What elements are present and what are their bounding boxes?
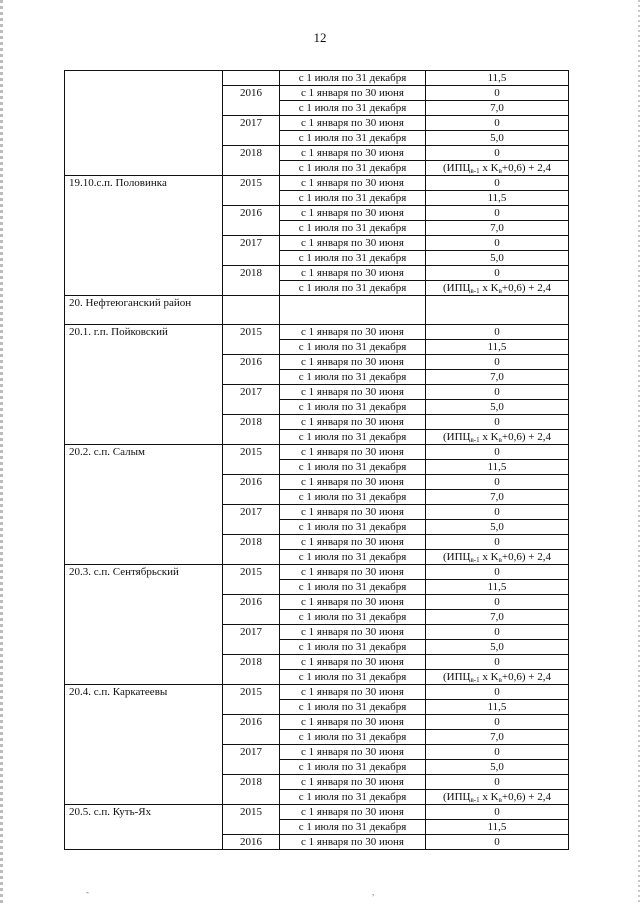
period-cell: с 1 января по 30 июня — [280, 835, 426, 850]
formula-sub-1: в-1 — [470, 676, 480, 684]
value-cell: 0 — [426, 565, 569, 580]
period-cell: с 1 июля по 31 декабря — [280, 520, 426, 535]
period-cell: с 1 января по 30 июня — [280, 475, 426, 490]
period-cell: с 1 июля по 31 декабря — [280, 490, 426, 505]
period-cell: с 1 января по 30 июня — [280, 505, 426, 520]
period-cell: с 1 января по 30 июня — [280, 355, 426, 370]
formula-sub-1: в-1 — [470, 796, 480, 804]
formula-prefix: (ИПЦ — [443, 791, 471, 803]
year-cell: 2015 — [223, 176, 280, 206]
formula-suffix: +0,6) + 2,4 — [501, 791, 551, 803]
year-cell: 2017 — [223, 505, 280, 535]
period-cell: с 1 января по 30 июня — [280, 415, 426, 430]
formula-prefix: (ИПЦ — [443, 671, 471, 683]
district-name: 20. Нефтеюганский район — [65, 296, 223, 325]
value-cell: 7,0 — [426, 221, 569, 236]
scan-edge-left — [0, 0, 3, 905]
year-cell: 2016 — [223, 355, 280, 385]
period-cell: с 1 января по 30 июня — [280, 385, 426, 400]
value-cell: 0 — [426, 655, 569, 670]
value-cell: 5,0 — [426, 251, 569, 266]
value-cell: 11,5 — [426, 340, 569, 355]
period-cell: с 1 января по 30 июня — [280, 745, 426, 760]
value-cell: 11,5 — [426, 580, 569, 595]
table-row — [65, 805, 569, 820]
year-cell: 2018 — [223, 535, 280, 565]
period-cell: с 1 июля по 31 декабря — [280, 281, 426, 296]
region-name: 20.1. г.п. Пойковский — [65, 325, 223, 445]
formula-sub-2: в — [498, 167, 502, 175]
tariff-table — [64, 70, 569, 850]
period-cell: с 1 июля по 31 декабря — [280, 760, 426, 775]
period-cell: с 1 июля по 31 декабря — [280, 101, 426, 116]
value-cell: 0 — [426, 745, 569, 760]
year-cell: 2017 — [223, 236, 280, 266]
value-cell: 0 — [426, 595, 569, 610]
value-cell: 5,0 — [426, 640, 569, 655]
value-cell: 0 — [426, 475, 569, 490]
period-cell: с 1 января по 30 июня — [280, 176, 426, 191]
value-cell: 0 — [426, 206, 569, 221]
formula-middle: x K — [479, 791, 499, 803]
year-cell: 2015 — [223, 325, 280, 355]
formula-sub-1: в-1 — [470, 167, 480, 175]
period-cell: с 1 января по 30 июня — [280, 775, 426, 790]
period-cell: с 1 января по 30 июня — [280, 805, 426, 820]
table-row — [65, 685, 569, 700]
period-cell: с 1 января по 30 июня — [280, 325, 426, 340]
value-cell: 0 — [426, 236, 569, 251]
formula-sub-1: в-1 — [470, 287, 480, 295]
value-cell: 0 — [426, 835, 569, 850]
table-row — [65, 176, 569, 191]
table-row — [65, 71, 569, 86]
formula-middle: x K — [479, 431, 499, 443]
table-row — [65, 445, 569, 460]
formula-sub-2: в — [498, 556, 502, 564]
value-cell: 7,0 — [426, 370, 569, 385]
region-name: 20.3. с.п. Сентябрьский — [65, 565, 223, 685]
value-cell: 0 — [426, 86, 569, 101]
period-cell: с 1 июля по 31 декабря — [280, 610, 426, 625]
formula-cell — [426, 161, 569, 176]
formula-middle: x K — [479, 282, 499, 294]
year-cell: 2018 — [223, 266, 280, 296]
formula-prefix: (ИПЦ — [443, 282, 471, 294]
value-cell: 0 — [426, 505, 569, 520]
region-name: 20.5. с.п. Куть-Ях — [65, 805, 223, 850]
period-cell: с 1 января по 30 июня — [280, 236, 426, 251]
period-cell: с 1 июля по 31 декабря — [280, 460, 426, 475]
formula-suffix: +0,6) + 2,4 — [501, 671, 551, 683]
year-cell: 2015 — [223, 565, 280, 595]
region-name: 20.4. с.п. Каркатеевы — [65, 685, 223, 805]
period-cell: с 1 июля по 31 декабря — [280, 790, 426, 805]
formula-middle: x K — [479, 671, 499, 683]
value-cell: 0 — [426, 625, 569, 640]
formula-cell — [426, 670, 569, 685]
period-cell: с 1 января по 30 июня — [280, 625, 426, 640]
formula-sub-2: в — [498, 287, 502, 295]
period-cell: с 1 июля по 31 декабря — [280, 820, 426, 835]
footer-mark-right: , — [372, 887, 375, 897]
period-cell: с 1 июля по 31 декабря — [280, 251, 426, 266]
value-cell: 0 — [426, 325, 569, 340]
district-header-row — [65, 296, 569, 325]
year-cell — [223, 71, 280, 86]
period-cell: с 1 января по 30 июня — [280, 266, 426, 281]
year-cell: 2015 — [223, 685, 280, 715]
formula-suffix: +0,6) + 2,4 — [501, 551, 551, 563]
value-cell: 0 — [426, 445, 569, 460]
region-name — [65, 71, 223, 176]
period-cell: с 1 июля по 31 декабря — [280, 191, 426, 206]
value-cell: 5,0 — [426, 131, 569, 146]
value-cell: 0 — [426, 266, 569, 281]
formula-middle: x K — [479, 162, 499, 174]
formula-sub-2: в — [498, 676, 502, 684]
value-cell: 11,5 — [426, 820, 569, 835]
value-cell: 7,0 — [426, 610, 569, 625]
period-cell: с 1 июля по 31 декабря — [280, 580, 426, 595]
year-cell: 2017 — [223, 116, 280, 146]
region-name: 19.10.с.п. Половинка — [65, 176, 223, 296]
period-cell: с 1 июля по 31 декабря — [280, 71, 426, 86]
period-cell: с 1 января по 30 июня — [280, 715, 426, 730]
year-cell: 2018 — [223, 775, 280, 805]
formula-cell — [426, 790, 569, 805]
formula-sub-1: в-1 — [470, 556, 480, 564]
period-cell: с 1 июля по 31 декабря — [280, 161, 426, 176]
year-cell: 2016 — [223, 835, 280, 850]
period-cell: с 1 января по 30 июня — [280, 655, 426, 670]
value-cell: 0 — [426, 535, 569, 550]
value-cell: 7,0 — [426, 490, 569, 505]
formula-cell — [426, 550, 569, 565]
period-cell: с 1 января по 30 июня — [280, 146, 426, 161]
value-cell: 11,5 — [426, 460, 569, 475]
period-cell: с 1 января по 30 июня — [280, 565, 426, 580]
period-cell: с 1 июля по 31 декабря — [280, 670, 426, 685]
page-number: 12 — [313, 30, 327, 45]
formula-sub-1: в-1 — [470, 436, 480, 444]
value-cell: 7,0 — [426, 730, 569, 745]
formula-suffix: +0,6) + 2,4 — [501, 282, 551, 294]
period-cell: с 1 января по 30 июня — [280, 116, 426, 131]
year-cell: 2017 — [223, 745, 280, 775]
footer-mark-left: - — [86, 887, 89, 897]
value-cell: 7,0 — [426, 101, 569, 116]
year-cell: 2015 — [223, 445, 280, 475]
empty-cell — [280, 296, 426, 325]
period-cell: с 1 января по 30 июня — [280, 86, 426, 101]
period-cell: с 1 июля по 31 декабря — [280, 400, 426, 415]
year-cell: 2016 — [223, 475, 280, 505]
region-name: 20.2. с.п. Салым — [65, 445, 223, 565]
value-cell: 0 — [426, 146, 569, 161]
empty-cell — [426, 296, 569, 325]
formula-middle: x K — [479, 551, 499, 563]
period-cell: с 1 января по 30 июня — [280, 206, 426, 221]
period-cell: с 1 июля по 31 декабря — [280, 730, 426, 745]
value-cell: 0 — [426, 415, 569, 430]
value-cell: 11,5 — [426, 191, 569, 206]
period-cell: с 1 января по 30 июня — [280, 595, 426, 610]
year-cell: 2018 — [223, 146, 280, 176]
period-cell: с 1 июля по 31 декабря — [280, 370, 426, 385]
value-cell: 0 — [426, 715, 569, 730]
year-cell: 2017 — [223, 385, 280, 415]
period-cell: с 1 января по 30 июня — [280, 685, 426, 700]
value-cell: 0 — [426, 775, 569, 790]
value-cell: 5,0 — [426, 760, 569, 775]
formula-prefix: (ИПЦ — [443, 162, 471, 174]
year-cell: 2018 — [223, 415, 280, 445]
period-cell: с 1 июля по 31 декабря — [280, 700, 426, 715]
table-row — [65, 565, 569, 580]
period-cell: с 1 января по 30 июня — [280, 535, 426, 550]
formula-sub-2: в — [498, 436, 502, 444]
period-cell: с 1 июля по 31 декабря — [280, 221, 426, 236]
value-cell: 0 — [426, 385, 569, 400]
period-cell: с 1 июля по 31 декабря — [280, 340, 426, 355]
period-cell: с 1 июля по 31 декабря — [280, 550, 426, 565]
value-cell: 0 — [426, 685, 569, 700]
formula-prefix: (ИПЦ — [443, 431, 471, 443]
year-cell: 2015 — [223, 805, 280, 835]
table-row — [65, 325, 569, 340]
year-cell: 2017 — [223, 625, 280, 655]
formula-sub-2: в — [498, 796, 502, 804]
year-cell: 2016 — [223, 206, 280, 236]
value-cell: 0 — [426, 355, 569, 370]
value-cell: 0 — [426, 805, 569, 820]
value-cell: 5,0 — [426, 520, 569, 535]
year-cell: 2018 — [223, 655, 280, 685]
formula-cell — [426, 430, 569, 445]
value-cell: 0 — [426, 176, 569, 191]
period-cell: с 1 июля по 31 декабря — [280, 131, 426, 146]
empty-cell — [223, 296, 280, 325]
period-cell: с 1 января по 30 июня — [280, 445, 426, 460]
value-cell: 5,0 — [426, 400, 569, 415]
formula-prefix: (ИПЦ — [443, 551, 471, 563]
formula-suffix: +0,6) + 2,4 — [501, 162, 551, 174]
period-cell: с 1 июля по 31 декабря — [280, 640, 426, 655]
value-cell: 11,5 — [426, 700, 569, 715]
formula-suffix: +0,6) + 2,4 — [501, 431, 551, 443]
value-cell: 0 — [426, 116, 569, 131]
period-cell: с 1 июля по 31 декабря — [280, 430, 426, 445]
year-cell: 2016 — [223, 595, 280, 625]
formula-cell — [426, 281, 569, 296]
year-cell: 2016 — [223, 86, 280, 116]
year-cell: 2016 — [223, 715, 280, 745]
value-cell: 11,5 — [426, 71, 569, 86]
